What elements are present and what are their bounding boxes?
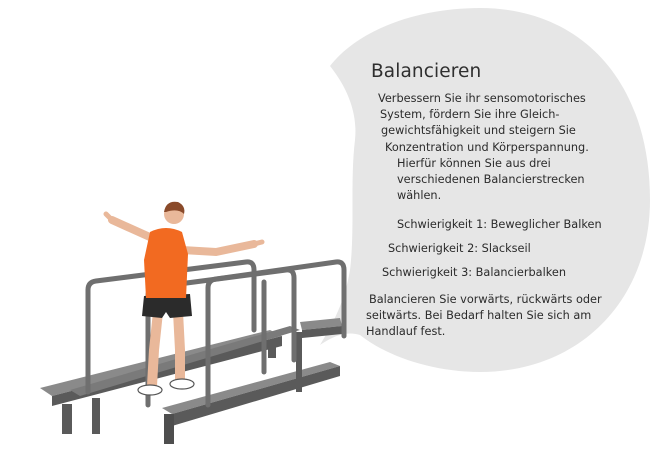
intro-line: verschiedenen Balancierstrecken: [397, 173, 585, 186]
difficulty-level-3: Schwierigkeit 3: Balancierbalken: [382, 266, 566, 279]
intro-line: Konzentration und Körperspannung.: [385, 141, 589, 154]
difficulty-level-1: Schwierigkeit 1: Beweglicher Balken: [397, 218, 602, 231]
intro-line: Verbessern Sie ihr sensomotorisches: [378, 92, 586, 105]
page-title: Balancieren: [371, 61, 482, 82]
outro-line: Balancieren Sie vorwärts, rückwärts oder: [369, 293, 602, 306]
intro-line: System, fördern Sie ihre Gleich-: [380, 108, 560, 121]
outro-line: Handlauf fest.: [366, 325, 446, 338]
intro-line: wählen.: [397, 189, 442, 202]
difficulty-level-2: Schwierigkeit 2: Slackseil: [388, 242, 531, 255]
outro-line: seitwärts. Bei Bedarf halten Sie sich am: [366, 309, 592, 322]
intro-line: Hierfür können Sie aus drei: [397, 157, 551, 170]
intro-line: gewichtsfähigkeit und steigern Sie: [381, 124, 576, 137]
